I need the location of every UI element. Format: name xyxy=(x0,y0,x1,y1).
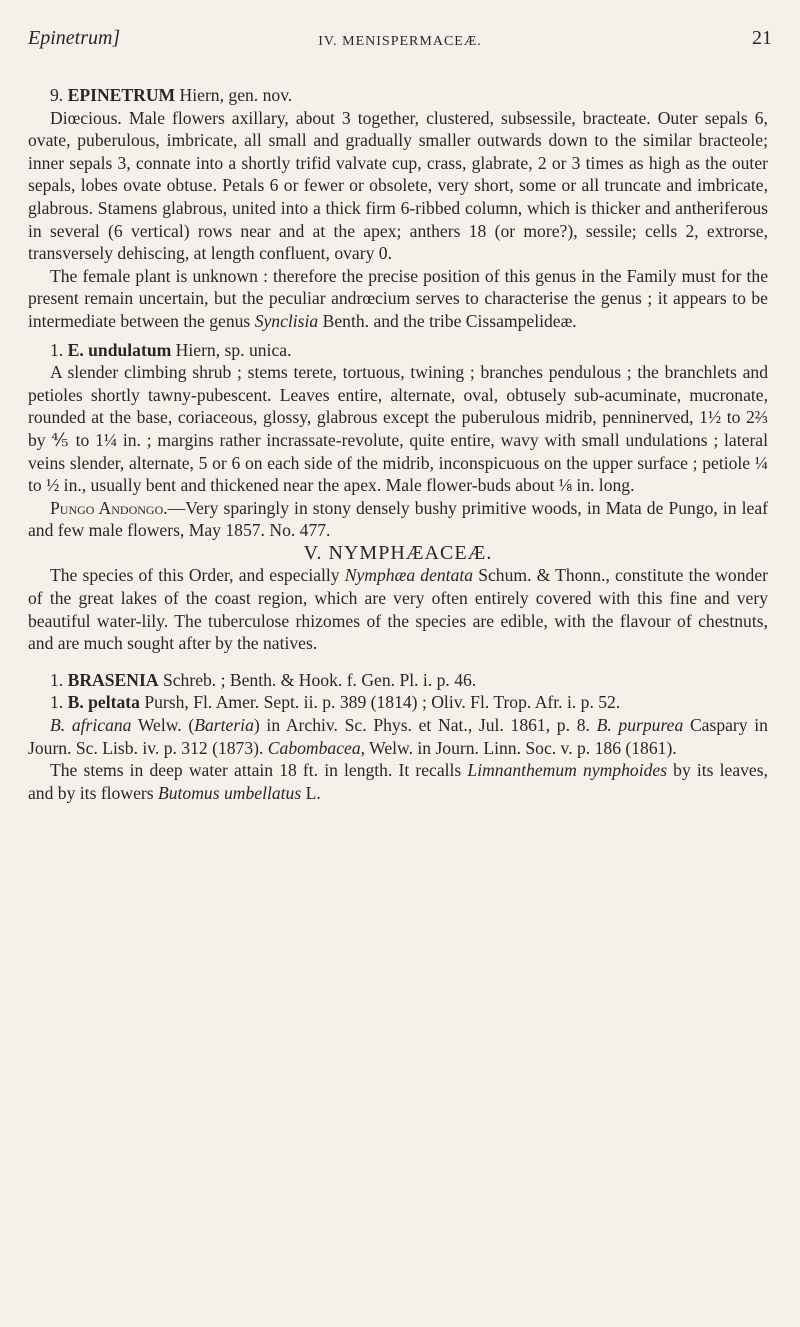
synonym-ref: , Welw. in Journ. Linn. Soc. v. p. 186 (1861). xyxy=(360,737,677,758)
synonym-ref: ) in Archiv. Sc. Phys. et Nat., Jul. 1861, p. 8. xyxy=(253,715,597,736)
genus-name: EPINETRUM xyxy=(67,85,176,105)
running-title: Epinetrum] xyxy=(28,27,121,49)
note-text: The female plant is unknown : therefore the precise position of this genus in the Family must for the present remain uncertain, but the peculiar andrœcium serves to characterise the genus ; it appears to be intermediate between the genus xyxy=(28,265,768,331)
genus-description: Diœcious. Male flowers axillary, about 3 together, clustered, subsessile, bracteate. Outer sepals 6, ovate, puberulous, imbricate, all small and gradually smaller outwards down to the similar bracteole; inner sepals 3, connate into a shortly trifid valvate cup, crass, glabrate, 2 or 3 times as high as the outer sepals, lobes ovate obtuse. Petals 6 or fewer or obsolete, very short, some or all truncate and imbricate, glabrous. Stamens glabrous, united into a thick firm 6-ribbed column, which is thicker and antheriferous in several (6 vertical) rows near and at the apex; anthers 18 (or more?), sessile; cells 2, extrorse, transversely dehiscing, at length confluent, ovary 0. xyxy=(28,107,768,264)
page-header xyxy=(28,10,772,50)
synonym-ref: Caspary in Journ. Sc. Lisb. iv. p. 312 (1873). xyxy=(28,715,768,758)
species-authority: Hiern, sp. unica. xyxy=(175,339,292,360)
species-number: 1. xyxy=(50,692,64,713)
specimen-number: No. 477. xyxy=(269,520,331,541)
synonym-genus: Barteria xyxy=(194,715,254,736)
note-genus: Synclisia xyxy=(254,310,319,331)
genus-name: BRASENIA xyxy=(67,669,159,690)
intro-text: The species of this Order, and especially xyxy=(50,565,345,586)
note-text-end: L. xyxy=(301,782,321,803)
species-heading-undulatum xyxy=(28,339,768,362)
species-description: A slender climbing shrub ; stems terete, tortuous, twining ; branches pendulous ; the branchlets and petioles shortly tawny-pubescent. Leaves entire, alternate, oval, obtusely sub-acuminate, mucronate, rounded at the base, coriaceous, glossy, glabrous except the puberulous midrib, penninerved, 1½ to 2⅔ by ⅘ to 1¼ in. ; margins rather incrassate-revolute, quite entire, wavy with small undulations ; lateral veins slender, alternate, 5 or 6 on each side of the midrib, inconspicuous on the upper surface ; petiole ¼ to ½ in., usually bent and thickened near the apex. Male flower-buds about ⅛ in. long. xyxy=(28,362,768,496)
synonym-name: Cabombacea xyxy=(267,737,361,758)
genus-note xyxy=(28,265,768,333)
order-intro xyxy=(28,564,768,654)
note-text: by its leaves, and by its flowers xyxy=(28,760,768,803)
synonym-name: B. africana xyxy=(50,715,132,736)
genus-authority: Schreb. ; Benth. & Hook. f. Gen. Pl. i. p. 46. xyxy=(162,669,477,690)
genus-number: 9. xyxy=(50,85,64,105)
note-text: The stems in deep water attain 18 ft. in length. It recalls xyxy=(50,760,468,781)
locality-name: Pungo Andongo. xyxy=(50,497,168,518)
synonym-name: B. purpurea xyxy=(596,715,684,736)
chapter-title: IV. MENISPERMACEÆ. xyxy=(318,34,482,49)
species-locality xyxy=(28,497,768,542)
note-species: Butomus umbellatus xyxy=(157,782,302,803)
species-note xyxy=(28,759,768,804)
note-text-end: Benth. and the tribe Cissampelideæ. xyxy=(318,310,577,331)
order-heading: V. NYMPHÆACEÆ. xyxy=(303,541,493,564)
species-reference: Pursh, Fl. Amer. Sept. ii. p. 389 (1814) ; Oliv. Fl. Trop. Afr. i. p. 52. xyxy=(144,692,621,713)
locality-text: —Very sparingly in stony densely bushy primitive woods, in Mata de Pungo, in leaf and few male flowers, May 1857. xyxy=(28,497,768,541)
page-number: 21 xyxy=(752,27,772,49)
note-species: Limnanthemum nymphoides xyxy=(467,760,668,781)
genus-heading-brasenia xyxy=(28,669,768,692)
intro-species: Nymphæa dentata xyxy=(344,565,474,586)
species-synonyms xyxy=(28,714,768,759)
species-number: 1. xyxy=(50,339,64,360)
genus-authority: Hiern, gen. nov. xyxy=(179,85,293,105)
species-heading-peltata xyxy=(28,691,768,714)
species-name: E. undulatum xyxy=(67,339,172,360)
genus-number: 1. xyxy=(50,669,64,690)
page-body xyxy=(28,84,768,804)
species-name: B. peltata xyxy=(67,692,140,713)
intro-text-end: Schum. & Thonn., constitute the wonder of the great lakes of the coast region, which are very often entirely covered with this fine and very beautiful water-lily. The tuberculose rhizomes of the species are edible, with the flavour of chestnuts, and are much sought after by the natives. xyxy=(28,565,768,654)
synonym-ref: Welw. ( xyxy=(131,715,195,736)
genus-heading-epinetrum xyxy=(28,84,768,107)
